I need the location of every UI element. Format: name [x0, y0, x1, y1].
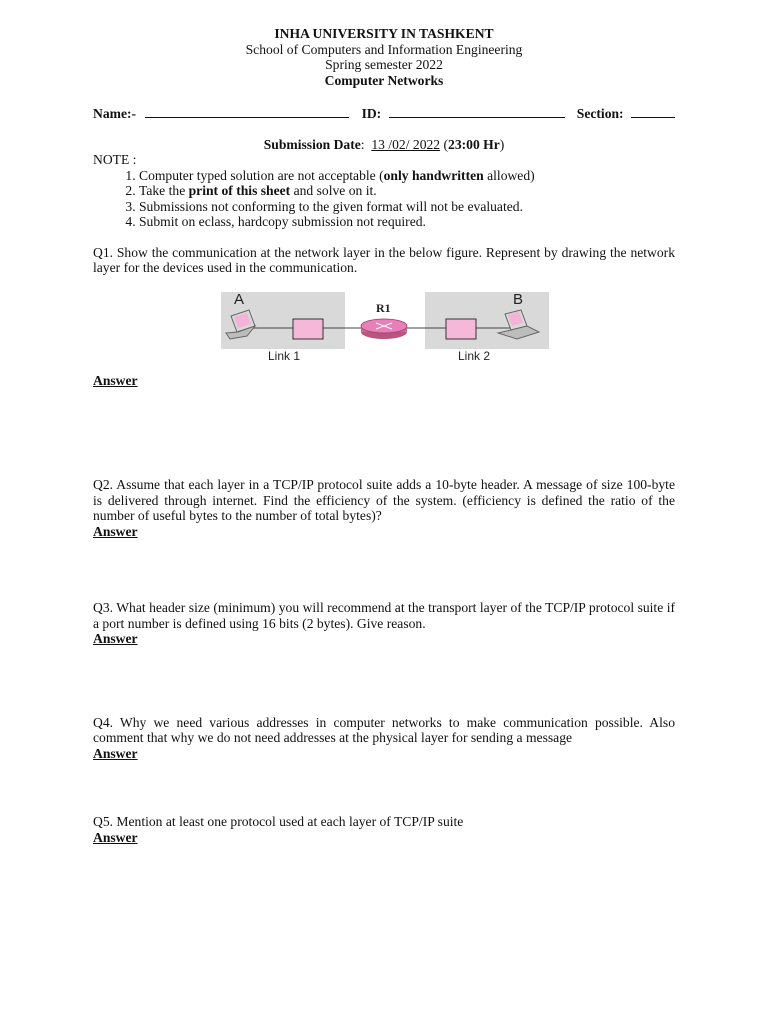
laptop-b-icon	[498, 310, 539, 339]
question-2: Q2. Assume that each layer in a TCP/IP protocol suite adds a 10-byte header. A message of size 100-byte is delivered through internet. Find the efficiency of the system. (efficiency is defined the ratio of the number of useful bytes to the number of total bytes)?	[93, 477, 675, 523]
answer-5-label: Answer	[93, 829, 138, 845]
note-item: 3. Submissions not conforming to the given format will not be evaluated.	[139, 199, 675, 215]
submission-date-line: Submission Date: 13 /02/ 2022 (23:00 Hr)	[263, 136, 505, 152]
note-item: 2. Take the print of this sheet and solve on it.	[139, 183, 675, 199]
id-label: ID:	[361, 106, 382, 121]
answer-1-label: Answer	[93, 372, 138, 388]
host-a-label: A	[234, 290, 245, 308]
university-name: INHA UNIVERSITY IN TASHKENT	[274, 26, 494, 41]
submission-date: 13 /02/ 2022	[371, 136, 441, 152]
answer-4-label: Answer	[93, 745, 138, 761]
router-icon	[361, 319, 407, 339]
semester: Spring semester 2022	[325, 57, 443, 72]
student-fields	[93, 105, 675, 122]
switch-box-icon	[293, 319, 323, 339]
answer-2-label: Answer	[93, 523, 138, 539]
link1-label: Link 1	[268, 348, 301, 363]
switch-box-icon	[446, 319, 476, 339]
router-label: R1	[376, 300, 391, 315]
note-item: 4. Submit on eclass, hardcopy submission not required.	[139, 214, 675, 230]
section-blank	[631, 105, 675, 118]
name-field	[93, 105, 349, 122]
question-4: Q4. Why we need various addresses in computer networks to make communication possible. Also comment that why we do not need addresses at the physical layer for sending a message	[93, 714, 675, 745]
submission-label: Submission Date	[263, 136, 361, 152]
link2-label: Link 2	[458, 348, 491, 363]
laptop-a-icon	[226, 310, 255, 339]
submission-time: 23:00 Hr	[448, 136, 500, 152]
id-field	[362, 105, 565, 122]
question-3: Q3. What header size (minimum) you will recommend at the transport layer of the TCP/IP protocol suite if a port number is defined using 16 bits (2 bytes). Give reason.	[93, 600, 675, 631]
host-b-label: B	[513, 290, 524, 308]
answer-3-label: Answer	[93, 631, 138, 646]
name-blank	[145, 105, 349, 118]
question-5: Q5. Mention at least one protocol used at each layer of TCP/IP suite	[93, 814, 464, 829]
section-field	[577, 105, 675, 122]
school-name: School of Computers and Information Engineering	[245, 41, 523, 57]
exam-sheet	[93, 26, 675, 845]
note-item: 1. Computer typed solution are not acceptable (only handwritten allowed)	[139, 168, 675, 184]
section-label: Section:	[576, 106, 624, 121]
note-list	[93, 168, 675, 230]
note-title: NOTE :	[93, 152, 137, 167]
network-figure	[93, 292, 675, 370]
id-blank	[389, 105, 565, 118]
name-label: Name:-	[93, 106, 137, 121]
course-title: Computer Networks	[324, 72, 444, 88]
question-1: Q1. Show the communication at the network layer in the below figure. Represent by drawing the network layer for the devices used in the communication.	[93, 244, 675, 275]
